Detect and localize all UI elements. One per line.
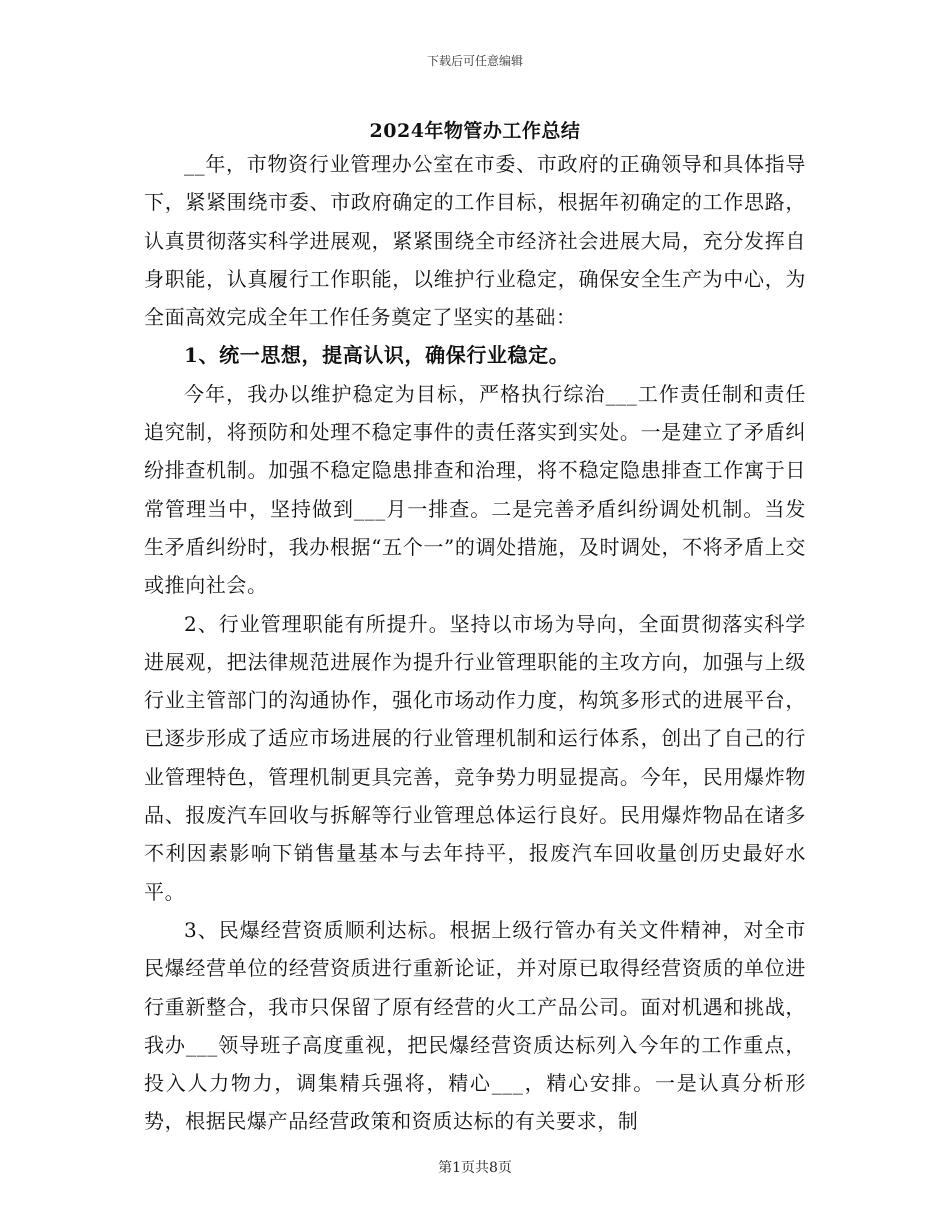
section-1-paragraph: 今年，我办以维护稳定为目标，严格执行综治___工作责任制和责任追究制，将预防和处理不稳定事件的责任落实到实处。一是建立了矛盾纠纷排查机制。加强不稳定隐患排查和治理，将不稳定隐患排查工作寓于日常管理当中，坚持做到___月一排查。二是完善矛盾纠纷调处机制。当发生矛盾纠纷时，我办根据“五个一”的调处措施，及时调处，不将矛盾上交或推向社会。 <box>144 381 806 598</box>
page-number-footer: 第1页共8页 <box>438 1160 512 1176</box>
section-2-paragraph: 2、行业管理职能有所提升。坚持以市场为导向，全面贯彻落实科学进展观，把法律规范进展作为提升行业管理职能的主攻方向，加强与上级行业主管部门的沟通协作，强化市场动作力度，构筑多形式的进展平台，已逐步形成了适应市场进展的行业管理机制和运行体系，创出了自己的行业管理特色，管理机制更具完善，竞争势力明显提高。今年，民用爆炸物品、报废汽车回收与拆解等行业管理总体运行良好。民用爆炸物品在诸多不利因素影响下销售量基本与去年持平，报废汽车回收量创历史最好水平。 <box>144 611 806 904</box>
section-3-paragraph: 3、民爆经营资质顺利达标。根据上级行管办有关文件精神，对全市民爆经营单位的经营资质进行重新论证，并对原已取得经营资质的单位进行重新整合，我市只保留了原有经营的火工产品公司。面对机遇和挑战，我办___领导班子高度重视，把民爆经营资质达标列入今年的工作重点，投入人力物力，调集精兵强将，精心___，精心安排。一是认真分析形势，根据民爆产品经营政策和资质达标的有关要求，制 <box>144 917 806 1134</box>
section-heading-1: 1、统一思想，提高认识，确保行业稳定。 <box>184 343 570 368</box>
intro-paragraph: __年，市物资行业管理办公室在市委、市政府的正确领导和具体指导下，紧紧围绕市委、市政府确定的工作目标，根据年初确定的工作思路，认真贯彻落实科学进展观，紧紧围绕全市经济社会进展大局，充分发挥自身职能，认真履行工作职能，以维护行业稳定，确保安全生产为中心，为全面高效完成全年工作任务奠定了坚实的基础： <box>144 152 806 330</box>
header-note: 下载后可任意编辑 <box>426 54 523 68</box>
document-title: 2024年物管办工作总结 <box>369 120 581 142</box>
document-body <box>144 145 806 1141</box>
